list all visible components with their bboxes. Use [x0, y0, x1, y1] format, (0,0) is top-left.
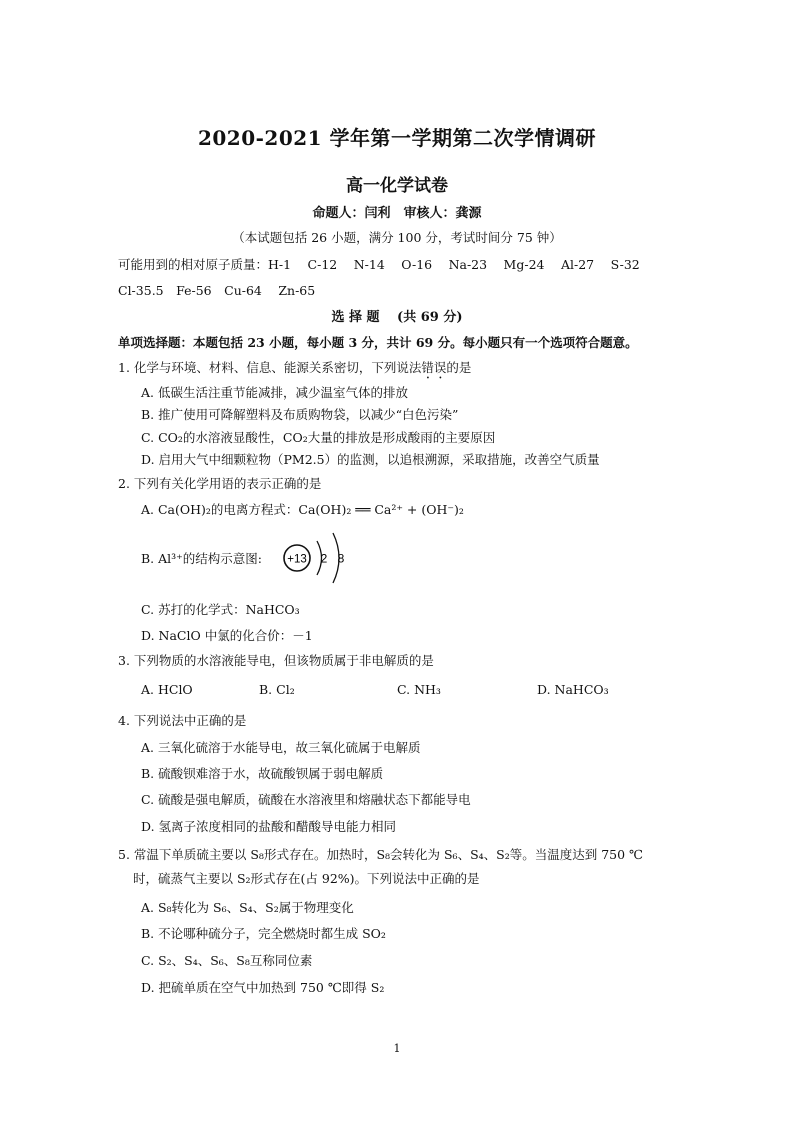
exam-scope: （本试题包括 26 小题，满分 100 分，考试时间分 75 钟） — [232, 230, 562, 245]
q1-stem: 1. 化学与环境、材料、信息、能源关系密切，下列说法错误的是 — [118, 360, 472, 375]
q4-option-d: D. 氢离子浓度相同的盐酸和醋酸导电能力相同 — [141, 819, 397, 834]
q1-stem-emphasis: 错误 — [421, 360, 447, 375]
q3-option-b: B. Cl₂ — [259, 682, 295, 697]
exam-title: 2020-2021 学年第一学期第二次学情调研 — [197, 126, 597, 150]
q5-option-c: C. S₂、S₄、S₆、S₈互称同位素 — [141, 953, 313, 968]
q2-option-a: A. Ca(OH)₂的电离方程式：Ca(OH)₂ ══ Ca²⁺ + (OH⁻)₂ — [141, 502, 464, 517]
q2-option-d: D. NaClO 中氯的化合价：－1 — [141, 628, 313, 643]
q2-stem: 2. 下列有关化学用语的表示正确的是 — [118, 476, 322, 491]
atomic-masses-line2: Cl-35.5 Fe-56 Cu-64 Zn-65 — [118, 283, 316, 298]
q2-option-b: B. Al³⁺的结构示意图: — [141, 551, 262, 566]
atomic-masses-line1: 可能用到的相对原子质量：H-1 C-12 N-14 O-16 Na-23 Mg-24 Al-27 S-32 — [118, 257, 640, 272]
al-ion-structure-diagram — [280, 525, 360, 589]
q1-option-a: A. 低碳生活注重节能减排，减少温室气体的排放 — [141, 385, 408, 400]
q5-stem-line1: 5. 常温下单质硫主要以 S₈形式存在。加热时，S₈会转化为 S₆、S₄、S₂等。当温度达到 750 ℃ — [118, 847, 644, 862]
exam-authors: 命题人：闫利 审核人：龚源 — [312, 206, 482, 221]
q3-stem: 3. 下列物质的水溶液能导电，但该物质属于非电解质的是 — [118, 653, 434, 668]
q5-option-b: B. 不论哪种硫分子，完全燃烧时都生成 SO₂ — [141, 926, 386, 941]
page-number: 1 — [393, 1042, 401, 1055]
q1-option-c: C. CO₂的水溶液显酸性，CO₂大量的排放是形成酸雨的主要原因 — [141, 430, 496, 445]
q4-option-c: C. 硫酸是强电解质，硫酸在水溶液里和熔融状态下都能导电 — [141, 792, 471, 807]
q1-option-b: B. 推广使用可降解塑料及布质购物袋，以减少“白色污染” — [141, 407, 459, 422]
q3-option-d: D. NaHCO₃ — [537, 682, 609, 697]
shell-1-electrons: 2 — [320, 551, 328, 566]
section-title: 选 择 题 (共 69 分) — [331, 310, 463, 325]
section-instruction: 单项选择题：本题包括 23 小题，每小题 3 分，共计 69 分。每小题只有一个选项符合题意。 — [118, 335, 638, 350]
q5-option-d: D. 把硫单质在空气中加热到 750 ℃即得 S₂ — [141, 980, 385, 995]
q3-option-a: A. HClO — [141, 682, 193, 697]
shell-2-electrons: 8 — [337, 551, 345, 566]
q4-stem: 4. 下列说法中正确的是 — [118, 713, 247, 728]
q5-stem-line2: 时，硫蒸气主要以 S₂形式存在(占 92%)。下列说法中正确的是 — [133, 871, 480, 886]
q2-option-c: C. 苏打的化学式：NaHCO₃ — [141, 602, 300, 617]
q5-option-a: A. S₈转化为 S₆、S₄、S₂属于物理变化 — [141, 900, 354, 915]
q4-option-b: B. 硫酸钡难溶于水，故硫酸钡属于弱电解质 — [141, 766, 384, 781]
q3-option-c: C. NH₃ — [397, 682, 441, 697]
q1-option-d: D. 启用大气中细颗粒物（PM2.5）的监测，以追根溯源，采取措施，改善空气质量 — [141, 452, 600, 467]
exam-subtitle: 高一化学试卷 — [346, 176, 448, 196]
nucleus-charge: +13 — [287, 553, 307, 566]
q4-option-a: A. 三氧化硫溶于水能导电，故三氧化硫属于电解质 — [141, 740, 421, 755]
